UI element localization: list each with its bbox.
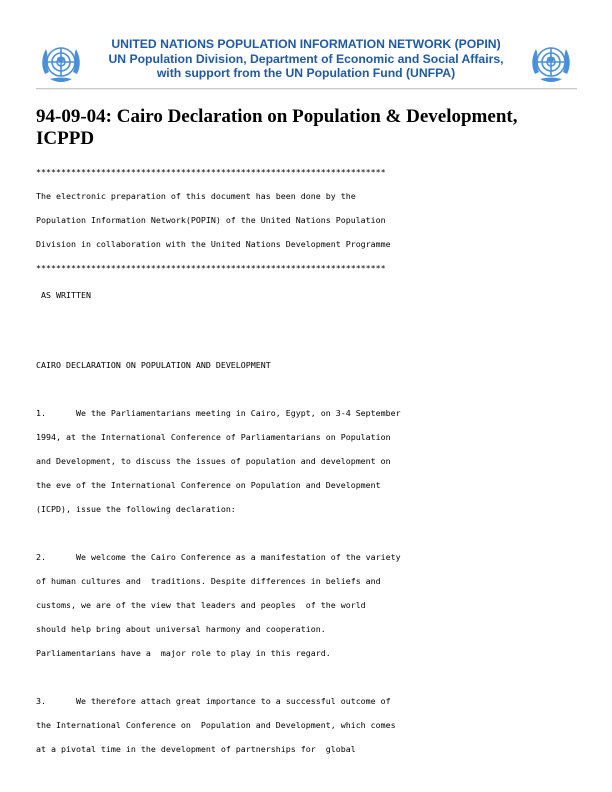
- header-line-2: UN Population Division, Department of Economic and Social Affairs,: [108, 51, 504, 66]
- text-line: **********************************************************************: [36, 167, 386, 177]
- text-line: and Development, to discuss the issues of population and development on: [36, 456, 391, 466]
- header-title: [88, 37, 524, 81]
- section-heading: CAIRO DECLARATION ON POPULATION AND DEVELOPMENT: [36, 360, 271, 370]
- text-line: the eve of the International Conference on Population and Development: [36, 480, 381, 490]
- text-line: 1994, at the International Conference of Parliamentarians on Population: [36, 432, 391, 442]
- text-line: Division in collaboration with the United Nations Development Programme: [36, 239, 391, 249]
- text-line: AS WRITTEN: [36, 290, 91, 300]
- text-line: 3. We therefore attach great importance to a successful outcome of: [36, 696, 391, 706]
- text-line: 1. We the Parliamentarians meeting in Cairo, Egypt, on 3-4 September: [36, 408, 401, 418]
- page-title: 94-09-04: Cairo Declaration on Population & Development, ICPPD: [36, 106, 518, 149]
- un-emblem-icon: [526, 37, 576, 87]
- header-divider: [36, 88, 577, 90]
- text-line: Population Information Network(POPIN) of the United Nations Population: [36, 215, 386, 225]
- text-line: customs, we are of the view that leaders and peoples of the world: [36, 600, 366, 610]
- header-line-3: with support from the UN Population Fund (UNFPA): [156, 66, 456, 80]
- text-line: Parliamentarians have a major role to play in this regard.: [36, 648, 331, 658]
- text-line: The electronic preparation of this document has been done by the: [36, 191, 356, 201]
- text-line: at a pivotal time in the development of partnerships for global: [36, 744, 356, 754]
- text-line: of human cultures and traditions. Despite differences in beliefs and: [36, 576, 381, 586]
- text-line: should help bring about universal harmony and cooperation.: [36, 624, 326, 634]
- un-emblem-icon: [36, 37, 86, 87]
- text-line: the International Conference on Population and Development, which comes: [36, 720, 396, 730]
- header-line-1: UNITED NATIONS POPULATION INFORMATION NETWORK (POPIN): [111, 37, 501, 51]
- text-line: (ICPD), issue the following declaration:: [36, 504, 236, 514]
- popin-header: [36, 37, 576, 87]
- text-line: **********************************************************************: [36, 263, 386, 273]
- text-line: 2. We welcome the Cairo Conference as a manifestation of the variety: [36, 552, 401, 562]
